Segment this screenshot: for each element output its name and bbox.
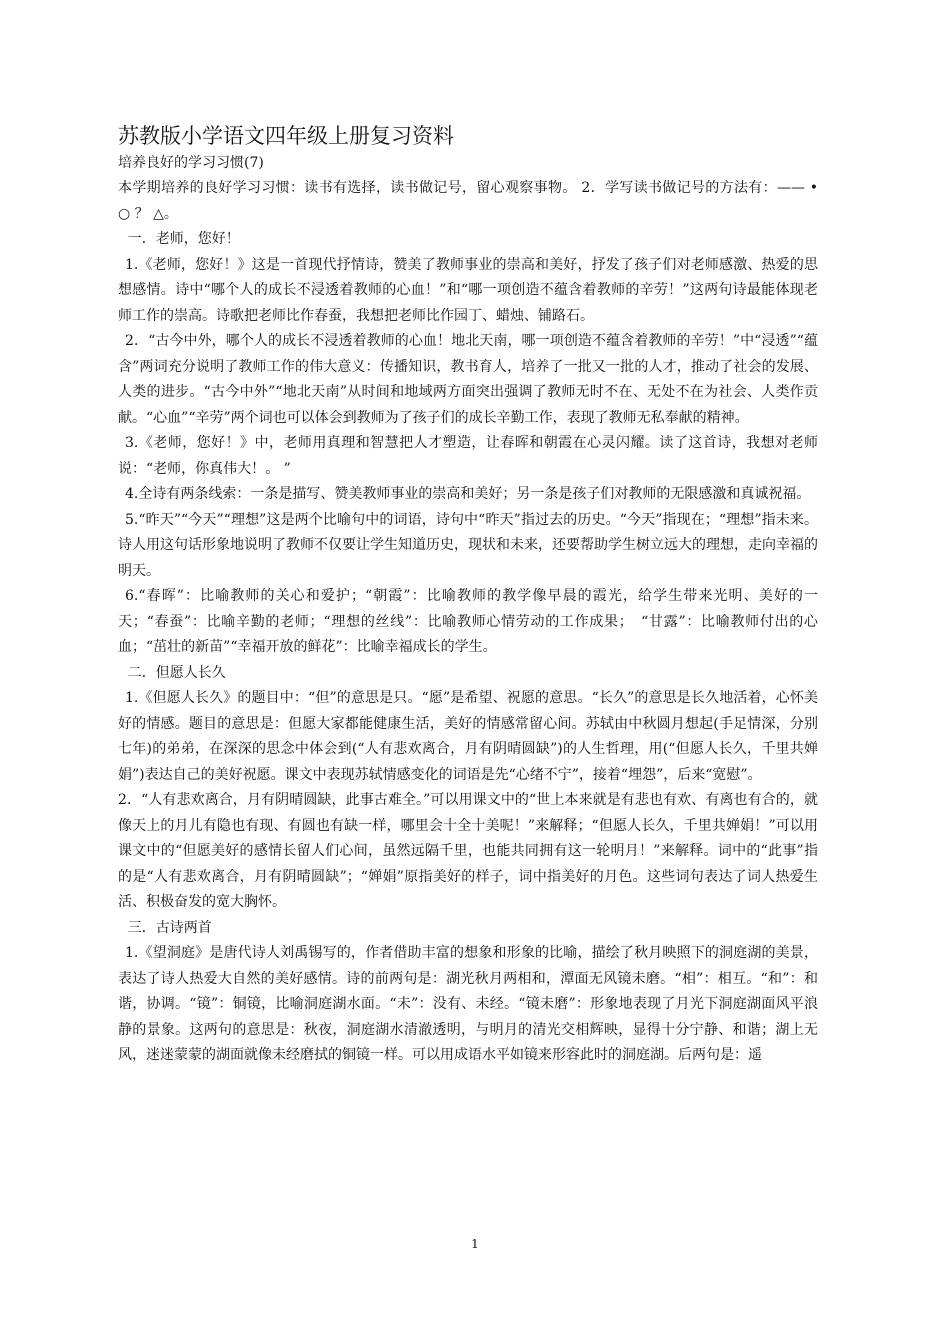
document-title: 苏教版小学语文四年级上册复习资料 [118, 124, 454, 148]
section-2-paragraph-1: 1.《但愿人长久》的题目中：“但”的意思是只。“愿”是希望、祝愿的意思。“长久”的意思是长久地活着，心怀美好的情感。题目的意思是：但愿大家都能健康生活，美好的情感常留心间。苏轼由中秋圆月想起(手足情深，分别七年)的弟弟，在深深的思念中体会到(“人有悲欢离合，月有阴晴圆缺”)的人生哲理，用(“但愿人长久，千里共婵娟”)表达自己的美好祝愿。课文中表现苏轼情感变化的词语是先“心绪不宁”，接着“埋怨”，后来“宽慰”。 [118, 690, 818, 783]
document-subtitle: 培养良好的学习习惯(7) [118, 155, 264, 171]
document-body [118, 120, 818, 1069]
section-heading-1: 一．老师，您好！ [127, 231, 240, 247]
section-1-paragraph-1: 1.《老师，您好！》这是一首现代抒情诗，赞美了教师事业的崇高和美好，抒发了孩子们对老师感激、热爱的思想感情。诗中“哪个人的成长不浸透着教师的心血！”和“哪一项创造不蕴含着教师的辛劳！”这两句诗最能体现老师工作的崇高。诗歌把老师比作春蚕，我想把老师比作园丁、蜡烛、铺路石。 [118, 256, 818, 324]
section-1-paragraph-4: 4.全诗有两条线索：一条是描写、赞美教师事业的崇高和美好；另一条是孩子们对教师的无限感激和真诚祝福。 [125, 486, 811, 502]
intro-paragraph: 本学期培养的良好学习习惯：读书有选择，读书做记号，留心观察事物。 2．学写读书做记号的方法有：—— • ○ ？ △。 [118, 180, 818, 222]
page-number: 1 [471, 1237, 479, 1251]
section-heading-2: 二．但愿人长久 [127, 664, 226, 681]
section-1-paragraph-5: 5.“昨天”“今天”“理想”这是两个比喻句中的词语，诗句中“昨天”指过去的历史。“今天”指现在；“理想”指未来。诗人用这句话形象地说明了教师不仅要让学生知道历史，现状和未来，还要帮助学生树立远大的理想，走向幸福的明天。 [118, 511, 818, 579]
section-heading-3: 三．古诗两首 [127, 919, 212, 936]
section-3-paragraph-1: 1.《望洞庭》是唐代诗人刘禹锡写的，作者借助丰富的想象和形象的比喻，描绘了秋月映照下的洞庭湖的美景，表达了诗人热爱大自然的美好感情。诗的前两句是：湖光秋月两相和，潭面无风镜未磨。“相”：相互。“和”：和谐，协调。“镜”：铜镜，比喻洞庭湖水面。“未”：没有、未经。“镜未磨”：形象地表现了月光下洞庭湖面风平浪静的景象。这两句的意思是：秋夜，洞庭湖水清澈透明，与明月的清光交相辉映，显得十分宁静、和谐；湖上无风，迷迷蒙蒙的湖面就像未经磨拭的铜镜一样。可以用成语水平如镜来形容此时的洞庭湖。后两句是：遥 [118, 945, 818, 1063]
section-1-paragraph-2: 2．“古今中外，哪个人的成长不浸透着教师的心血！地北天南，哪一项创造不蕴含着教师的辛劳！”中“浸透”“蕴含”两词充分说明了教师工作的伟大意义：传播知识，教书育人，培养了一批又一批的人才，推动了社会的发展、人类的进步。“古今中外”“地北天南”从时间和地域两方面突出强调了教师无时不在、无处不在为社会、人类作贡献。“心血”“辛劳”两个词也可以体会到教师为了孩子们的成长辛勤工作，表现了教师无私奉献的精神。 [118, 333, 818, 426]
section-2-paragraph-2: 2．“人有悲欢离合，月有阴晴圆缺，此事古难全。”可以用课文中的“世上本来就是有悲也有欢、有离也有合的，就像天上的月儿有隐也有现、有圆也有缺一样，哪里会十全十美呢！”来解释；“但愿人长久，千里共婵娟！”可以用课文中的“但愿美好的感情长留人们心间，虽然远隔千里，也能共同拥有这一轮明月！”来解释。词中的“此事”指的是“人有悲欢离合，月有阴晴圆缺”；“婵娟”原指美好的样子，词中指美好的月色。这些词句表达了词人热爱生活、积极奋发的宽大胸怀。 [118, 792, 818, 910]
section-1-paragraph-6: 6.“春晖”：比喻教师的关心和爱护；“朝霞”：比喻教师的教学像早晨的霞光，给学生带来光明、美好的一天；“春蚕”：比喻辛勤的老师；“理想的丝线”：比喻教师心情劳动的工作成果； “甘露”：比喻教师付出的心血；“茁壮的新苗”“幸福开放的鲜花”：比喻幸福成长的学生。 [118, 588, 818, 655]
section-1-paragraph-3: 3.《老师，您好！》中，老师用真理和智慧把人才塑造，让春晖和朝霞在心灵闪耀。读了这首诗，我想对老师说：“老师，你真伟大！。 ” [118, 435, 818, 477]
